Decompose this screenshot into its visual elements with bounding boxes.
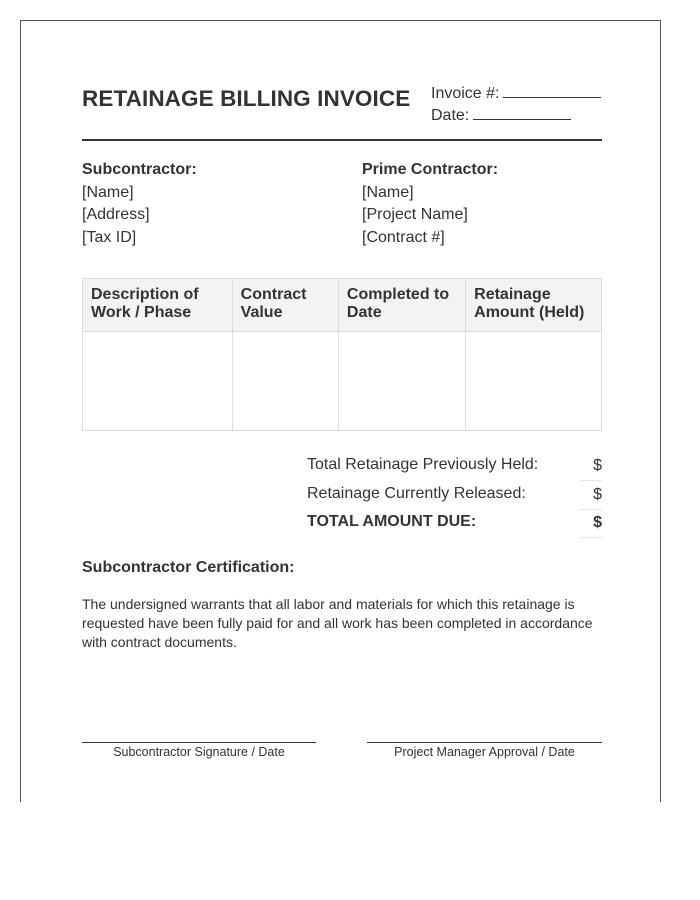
table-row <box>83 332 602 431</box>
prime-contractor-contract-number: [Contract #] <box>362 228 445 246</box>
invoice-date-row <box>431 105 601 127</box>
total-value-previously-held[interactable]: $ <box>580 452 602 481</box>
work-items-table <box>82 278 602 431</box>
prime-contractor-name: [Name] <box>362 183 414 201</box>
project-manager-approval-line[interactable]: Project Manager Approval / Date <box>367 742 602 759</box>
total-label-currently-released: Retainage Currently Released: <box>307 484 526 502</box>
column-header-completed-to-date: Completed to Date <box>338 279 465 332</box>
prime-contractor-label: Prime Contractor: <box>362 161 499 178</box>
total-row-currently-released <box>307 481 602 510</box>
prime-contractor-block <box>362 159 498 249</box>
total-row-amount-due <box>307 509 602 538</box>
certification-heading: Subcontractor Certification: <box>82 559 295 576</box>
certification-text: The undersigned warrants that all labor and materials for which this retainage is requested have been fully paid for and all work has been completed in accordance with contract documents. <box>82 596 593 650</box>
subcontractor-address: [Address] <box>82 206 150 223</box>
invoice-title: RETAINAGE BILLING INVOICE <box>82 86 411 111</box>
subcontractor-block <box>82 159 197 249</box>
table-header-row <box>83 279 602 332</box>
total-value-currently-released[interactable]: $ <box>580 481 602 510</box>
cell-description[interactable] <box>83 332 233 431</box>
invoice-number-blank[interactable] <box>503 83 601 98</box>
subcontractor-name: [Name] <box>82 183 134 201</box>
column-header-retainage-amount: Retainage Amount (Held) <box>466 279 602 332</box>
cell-contract-value[interactable] <box>232 332 338 431</box>
prime-contractor-project-name: [Project Name] <box>362 206 468 223</box>
invoice-page <box>20 20 661 802</box>
total-value-amount-due[interactable]: $ <box>580 509 602 538</box>
column-header-description: Description of Work / Phase <box>83 279 233 332</box>
invoice-header <box>82 81 602 141</box>
invoice-number-label: Invoice #: <box>431 85 500 102</box>
invoice-date-label: Date: <box>431 107 470 124</box>
column-header-contract-value: Contract Value <box>232 279 338 332</box>
cell-retainage-amount[interactable] <box>466 332 602 431</box>
subcontractor-tax-id: [Tax ID] <box>82 228 137 246</box>
total-label-previously-held: Total Retainage Previously Held: <box>307 456 539 473</box>
subcontractor-signature-line[interactable]: Subcontractor Signature / Date <box>82 742 316 759</box>
total-label-amount-due: TOTAL AMOUNT DUE: <box>307 513 477 530</box>
invoice-date-blank[interactable] <box>473 105 571 120</box>
totals-section <box>307 452 602 538</box>
total-row-previously-held <box>307 452 602 481</box>
invoice-number-row <box>431 83 601 105</box>
invoice-meta <box>431 83 601 127</box>
cell-completed-to-date[interactable] <box>338 332 465 431</box>
subcontractor-label: Subcontractor: <box>82 161 197 178</box>
